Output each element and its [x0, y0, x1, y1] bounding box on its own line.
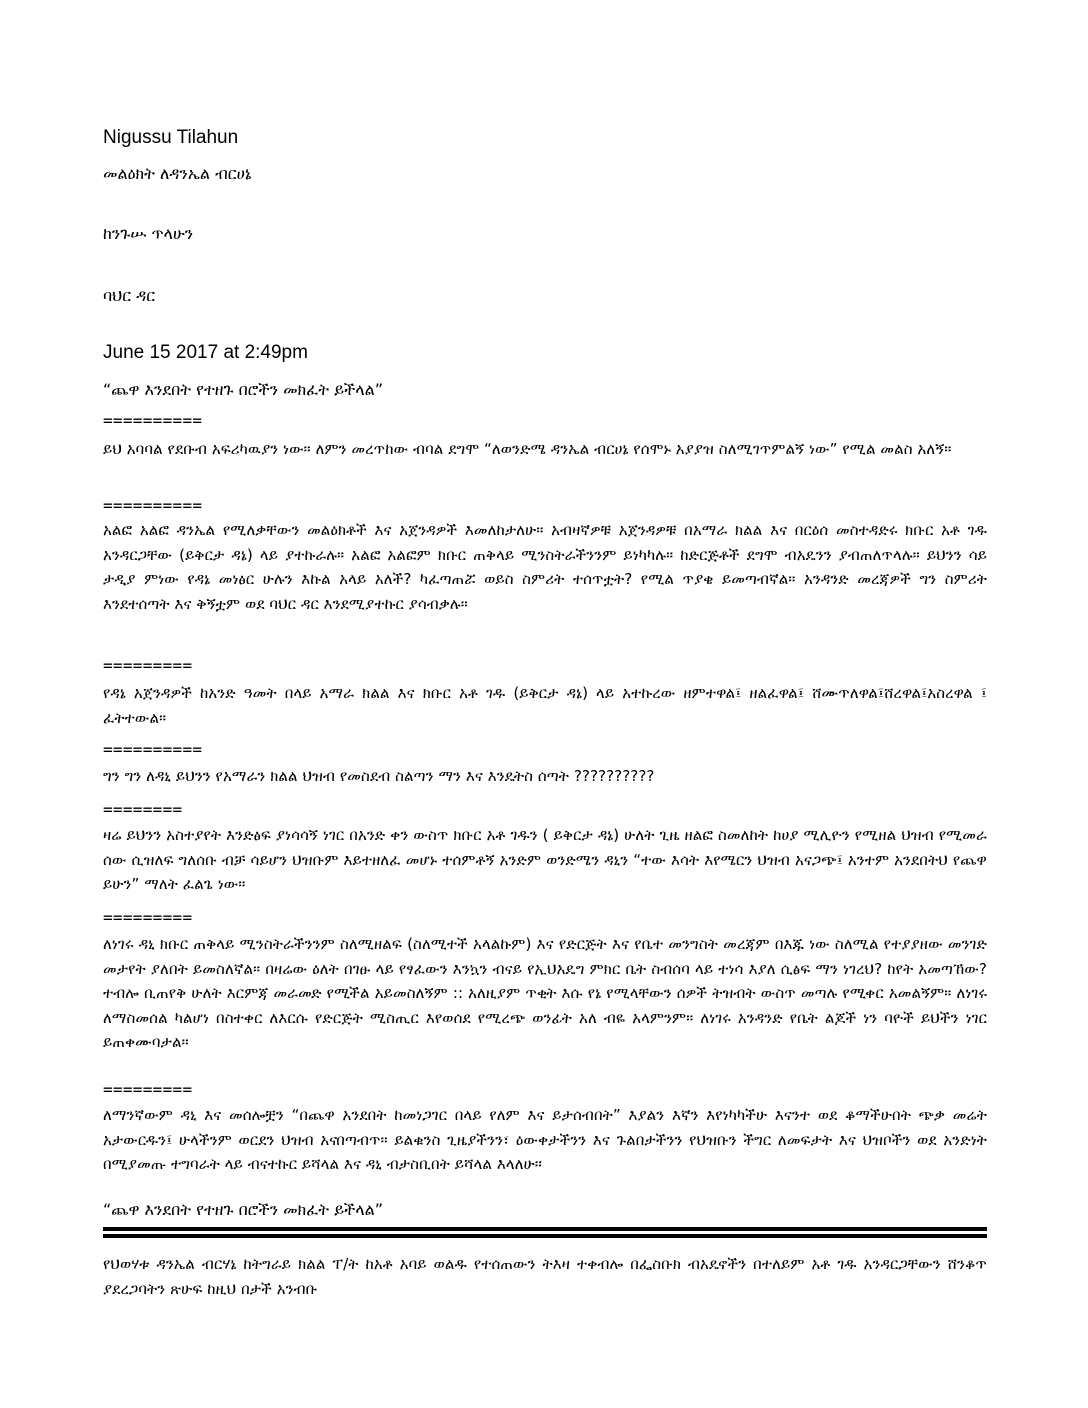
- separator: =========: [103, 1080, 193, 1099]
- paragraph-1: ይህ አባባል የደቡብ አፍሪካዉያን ነው። ለምን መረጥከው ብባል ደግሞ “ለወንድሜ ዳንኤል ብርሀኔ የሰሞኑ አያያዝ ስለሚገጥምልኝ ነው” የሚል መልስ አለኝ።: [103, 440, 952, 458]
- separator: ========: [103, 800, 183, 819]
- divider-rule: [103, 1227, 987, 1231]
- letter-heading: መልዕክት ለዳንኤል ብርሀኔ: [103, 164, 252, 183]
- opening-quote: “ጨዋ እንደበት የተዘጉ በሮችን መክፈት ይችላል”: [103, 380, 384, 399]
- closing-quote: “ጨዋ እንደበት የተዘጉ በሮችን መክፈት ይችላል”: [103, 1200, 384, 1219]
- paragraph-2: አልፎ አልፎ ዳንኤል የሚለቃቸውን መልዕክቶች እና አጀንዳዎች እመለከታለሁ። አብዛኛዎቹ አጀንዳዎቹ በአማራ ክልል እና በርዕሰ መስተዳድሩ ክቡር አቶ ገዱ አንዳርጋቸው (ይቅርታ ዳኔ) ላይ ያተኩራሉ። አልፎ አልፎም ክቡር ጠቅላይ ሚንስትራችንንም ይነካካሉ። ከድርጅቶች ደግሞ ብአዴንን ያብጠለጥላሉ። ይህንን ሳይ ታዲያ ምነው የዳኔ መነፅር ሁሉን እኩል አላይ አለች? ካፈጣጠሯ ወይስ ስምሪት ተሰጥቷት? የሚል ጥያቄ ይመጣብኛል። አንዳንድ መረጃዎች ግን ስምሪት እንደተሰጣት እና ቅኝቷም ወደ ባህር ዳር እንደሚያተኩር ያሳብቃሉ።: [103, 521, 987, 613]
- separator: =========: [103, 656, 193, 675]
- author-name: Nigussu Tilahun: [103, 127, 239, 148]
- sender-line: ከንጉሡ ጥላሁን: [103, 224, 194, 243]
- paragraph-4: ግን ግን ለዳኒ ይህንን የአማራን ክልል ህዝብ የመስደብ ስልጣን ማን እና እንዴትስ ሰጣት ??????????: [103, 767, 655, 785]
- separator: =========: [103, 908, 193, 927]
- separator: ==========: [103, 496, 203, 515]
- paragraph-5: ዛሬ ይህንን አስተያየት እንድፅፍ ያነሳሳኝ ነገር በአንድ ቀን ውስጥ ክቡር አቶ ገዱን ( ይቅርታ ዳኔ) ሁለት ጊዜ ዘልፎ ስመለከት ከሀያ ሚሊዮን የሚዘል ህዝብ የሚመራ ሰው ሲዝለፍ ግለሰቡ ብቻ ሳይሆን ህዝቡም እይተዘለፈ መሆኑ ተሰምቶኝ አንድም ወንድሜን ዳኒን “ተው እሳት እየሜርን ህዝብ አናጋጭ፤ አንተም አንደበትህ የጨዋ ይሁን” ማለት ፈልጌ ነው።: [103, 826, 987, 893]
- divider-rule: [103, 1234, 987, 1238]
- paragraph-6: ለነገሩ ዳኒ ክቡር ጠቅላይ ሚንስትራችንንም ስለሚዘልፍ (ስለሚተች አላልኩም) እና የድርጅት እና የቤተ መንግስት መረጃም በእጁ ነው ስለሚል የተያያዘው መንገድ መታየት ያለበት ይመስለኛል። በዛሬው ዕለት በገፁ ላይ የፃፈውን እንኳን ብናይ የኢህአዴግ ምክር ቤት ስብሰባ ላይ ተነሳ እያለ ሲፅፍ ማን ነገረህ? ከየት አመጣኸው? ተብሎ ቢጠየቅ ሁለት እርምጃ መራመድ የሚችል አይመስለኝም :: አለዚያም ጥቂት እሱ የኔ የሚላቸውን ሰዎች ትዝብት ውስጥ መጣሉ የሚቀር አመልኝም። ለነገሩ ለማስመሰል ካልሆነ በስተቀር ለእርሱ የድርጅት ሚስጢር እየወሰደ የሚረጭ ወንፊት አለ ብዬ አላምንም። ለነገሩ አንዳንድ የቤት ልጆች ነን ባዮች ይህችን ነገር ይጠቀሙባታል።: [103, 935, 987, 1051]
- footer-note: የህወሃቱ ዳንኤል ብርሃኔ ከትግራይ ክልል ፐ/ት ከአቶ አባይ ወልዱ የተሰጠውን ትእዛ ተቀብሎ በፌስቡክ ብአዴኖችን በተለይም አቶ ገዱ አንዳርጋቸውን ሸንቆጥ ያደረጋባትን ጽሁፍ ከዚህ በታች አንብቡ: [103, 1255, 987, 1298]
- date-line: June 15 2017 at 2:49pm: [103, 342, 308, 363]
- separator: ==========: [103, 740, 203, 759]
- paragraph-3: የዳኔ አጀንዳዎች ከአንድ ዓመት በላይ አማራ ክልል እና ክቡር አቶ ገዱ (ይቅርታ ዳኔ) ላይ አተኩረው ዘምተዋል፤ ዘልፈዋል፤ ሸሙጥለዋል፤ሸረዋል፤አስረዋል ፤ ፈትተውል።: [103, 684, 987, 727]
- separator: ==========: [103, 411, 203, 430]
- paragraph-7: ለማንኛውም ዳኒ እና መሰሎቿን “በጨዋ አንደበት ከመነጋገር በላይ የለም እና ይታሰብበት” እያልን እኛን እየነካካችሁ እናንተ ወደ ቆማችሁበት ጭቃ መሬት አታውርዱን፤ ሁላችንም ወርደን ህዝብ አናበጣብጥ። ይልቁንስ ጊዜያችንን፣ ዕውቀታችንን እና ጉልበታችንን የህዝቡን ችግር ለመፍታት እና ህዝቦችን ወደ አንድነት በሚያመጡ ተግባራት ላይ ብናተኩር ይሻላል እና ዳኒ ብታስቢበት ይሻላል እላለሁ፡፡: [103, 1106, 987, 1173]
- place-line: ባህር ዳር: [103, 286, 156, 305]
